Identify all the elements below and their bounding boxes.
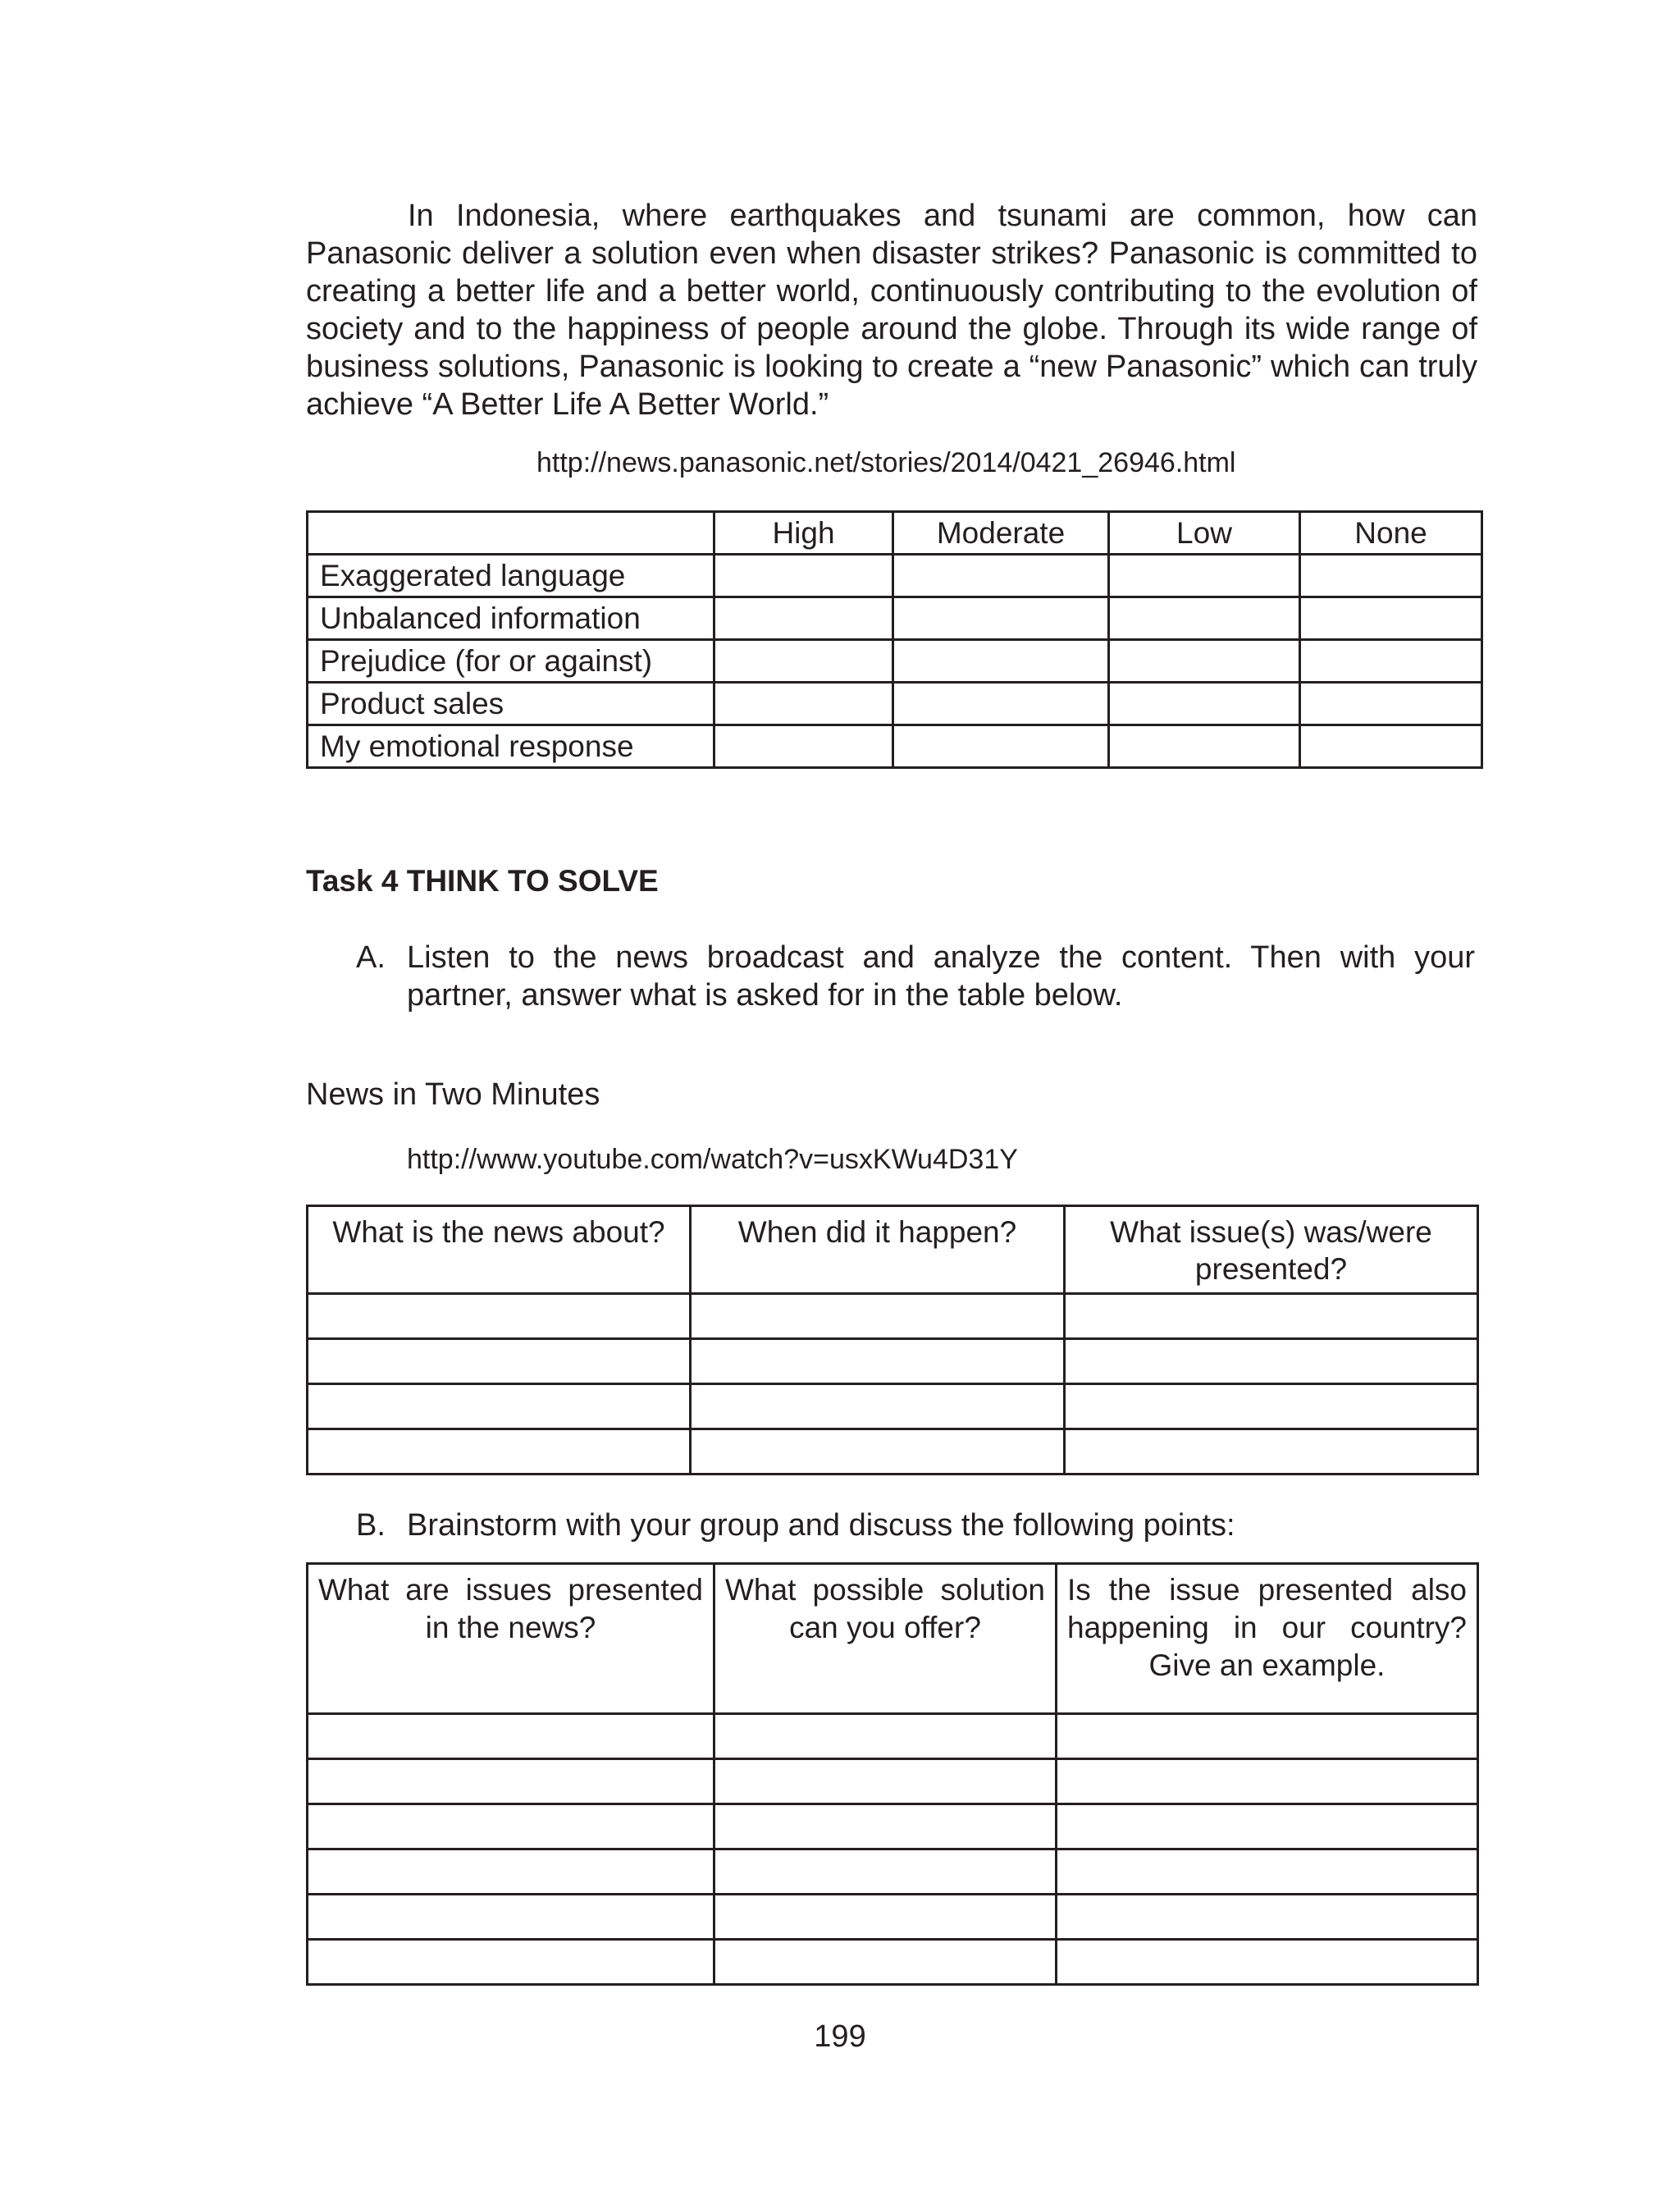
table-row (308, 597, 1482, 640)
rating-cell (714, 725, 893, 768)
blank-cell (691, 1429, 1065, 1474)
header-cell-high: High (714, 512, 893, 555)
rating-cell (1300, 683, 1482, 725)
item-text: Listen to the news broadcast and analyze the content. Then with your partner, answer what is asked for in the table below. (407, 940, 1475, 1013)
table-row (308, 1339, 1478, 1384)
blank-cell (1065, 1429, 1478, 1474)
blank-cell (308, 1940, 714, 1985)
blank-cell (1065, 1339, 1478, 1384)
blank-cell (308, 1895, 714, 1940)
table-row (308, 1759, 1478, 1804)
blank-cell (308, 1759, 714, 1804)
table-row (308, 683, 1482, 725)
rating-cell (1109, 725, 1300, 768)
blank-cell (714, 1714, 1057, 1759)
header-cell-low: Low (1109, 512, 1300, 555)
row-label: Unbalanced information (308, 597, 714, 640)
bias-rating-table (306, 510, 1483, 769)
blank-cell (714, 1895, 1057, 1940)
rating-cell (1109, 640, 1300, 683)
blank-cell (1057, 1714, 1478, 1759)
table-row (308, 1940, 1478, 1985)
blank-cell (1057, 1849, 1478, 1895)
blank-cell (308, 1429, 691, 1474)
blank-cell (1057, 1895, 1478, 1940)
table-row (308, 1294, 1478, 1339)
table-row (308, 1384, 1478, 1429)
item-marker: A. (356, 940, 386, 975)
blank-cell (691, 1384, 1065, 1429)
header-cell-blank (308, 512, 714, 555)
blank-cell (1065, 1384, 1478, 1429)
source-url: http://news.panasonic.net/stories/2014/0421_26946.html (536, 447, 1236, 478)
row-label: My emotional response (308, 725, 714, 768)
blank-cell (1065, 1294, 1478, 1339)
table-row (308, 1895, 1478, 1940)
blank-cell (691, 1339, 1065, 1384)
rating-cell (893, 640, 1109, 683)
blank-cell (308, 1849, 714, 1895)
rating-cell (1300, 597, 1482, 640)
blank-cell (714, 1849, 1057, 1895)
rating-cell (1300, 640, 1482, 683)
table-row (308, 1714, 1478, 1759)
news-title: News in Two Minutes (306, 1077, 600, 1112)
rating-cell (1109, 555, 1300, 597)
rating-cell (714, 640, 893, 683)
table-header-row (308, 512, 1482, 555)
header-cell: What is the news about? (308, 1206, 691, 1294)
header-cell: What issue(s) was/were presented? (1065, 1206, 1478, 1294)
header-cell: What are issues presented in the news? (308, 1564, 714, 1714)
rating-cell (1109, 683, 1300, 725)
rating-cell (893, 555, 1109, 597)
table-row (308, 1429, 1478, 1474)
blank-cell (308, 1339, 691, 1384)
news-url: http://www.youtube.com/watch?v=usxKWu4D31Y (407, 1144, 1018, 1175)
instruction-item-a (356, 939, 1480, 1014)
blank-cell (714, 1804, 1057, 1849)
header-cell: What possible solution can you offer? (714, 1564, 1057, 1714)
brainstorm-table (306, 1562, 1479, 1986)
item-text: Brainstorm with your group and discuss the following points: (407, 1508, 1235, 1543)
row-label: Product sales (308, 683, 714, 725)
blank-cell (1057, 1759, 1478, 1804)
blank-cell (714, 1940, 1057, 1985)
blank-cell (308, 1714, 714, 1759)
header-cell-moderate: Moderate (893, 512, 1109, 555)
row-label: Exaggerated language (308, 555, 714, 597)
rating-cell (1300, 725, 1482, 768)
header-cell: When did it happen? (691, 1206, 1065, 1294)
rating-cell (893, 683, 1109, 725)
intro-paragraph: In Indonesia, where earthquakes and tsunami are common, how can Panasonic deliver a solution even when disaster strikes? Panasonic is committed to creating a better life and a better world, continuously contributing to the evolution of society and to the happiness of people around the globe. Through its wide range of business solutions, Panasonic is looking to create a “new Panasonic” which can truly achieve “A Better Life A Better World.” (306, 199, 1477, 422)
blank-cell (308, 1804, 714, 1849)
row-label: Prejudice (for or against) (308, 640, 714, 683)
blank-cell (714, 1759, 1057, 1804)
table-row (308, 555, 1482, 597)
item-marker: B. (356, 1508, 386, 1543)
rating-cell (893, 725, 1109, 768)
rating-cell (1300, 555, 1482, 597)
header-cell: Is the issue presented also happening in our country? Give an example. (1057, 1564, 1478, 1714)
table-row (308, 640, 1482, 683)
blank-cell (1057, 1940, 1478, 1985)
rating-cell (1109, 597, 1300, 640)
rating-cell (893, 597, 1109, 640)
rating-cell (714, 683, 893, 725)
news-analysis-table (306, 1205, 1479, 1475)
table-row (308, 725, 1482, 768)
blank-cell (1057, 1804, 1478, 1849)
blank-cell (691, 1294, 1065, 1339)
instruction-item-b (356, 1506, 1480, 1544)
blank-cell (308, 1384, 691, 1429)
header-cell-none: None (1300, 512, 1482, 555)
table-row (308, 1804, 1478, 1849)
task-title: Task 4 THINK TO SOLVE (306, 864, 659, 898)
table-header-row (308, 1564, 1478, 1714)
rating-cell (714, 597, 893, 640)
blank-cell (308, 1294, 691, 1339)
table-row (308, 1849, 1478, 1895)
rating-cell (714, 555, 893, 597)
table-header-row (308, 1206, 1478, 1294)
page-number: 199 (814, 2019, 866, 2054)
